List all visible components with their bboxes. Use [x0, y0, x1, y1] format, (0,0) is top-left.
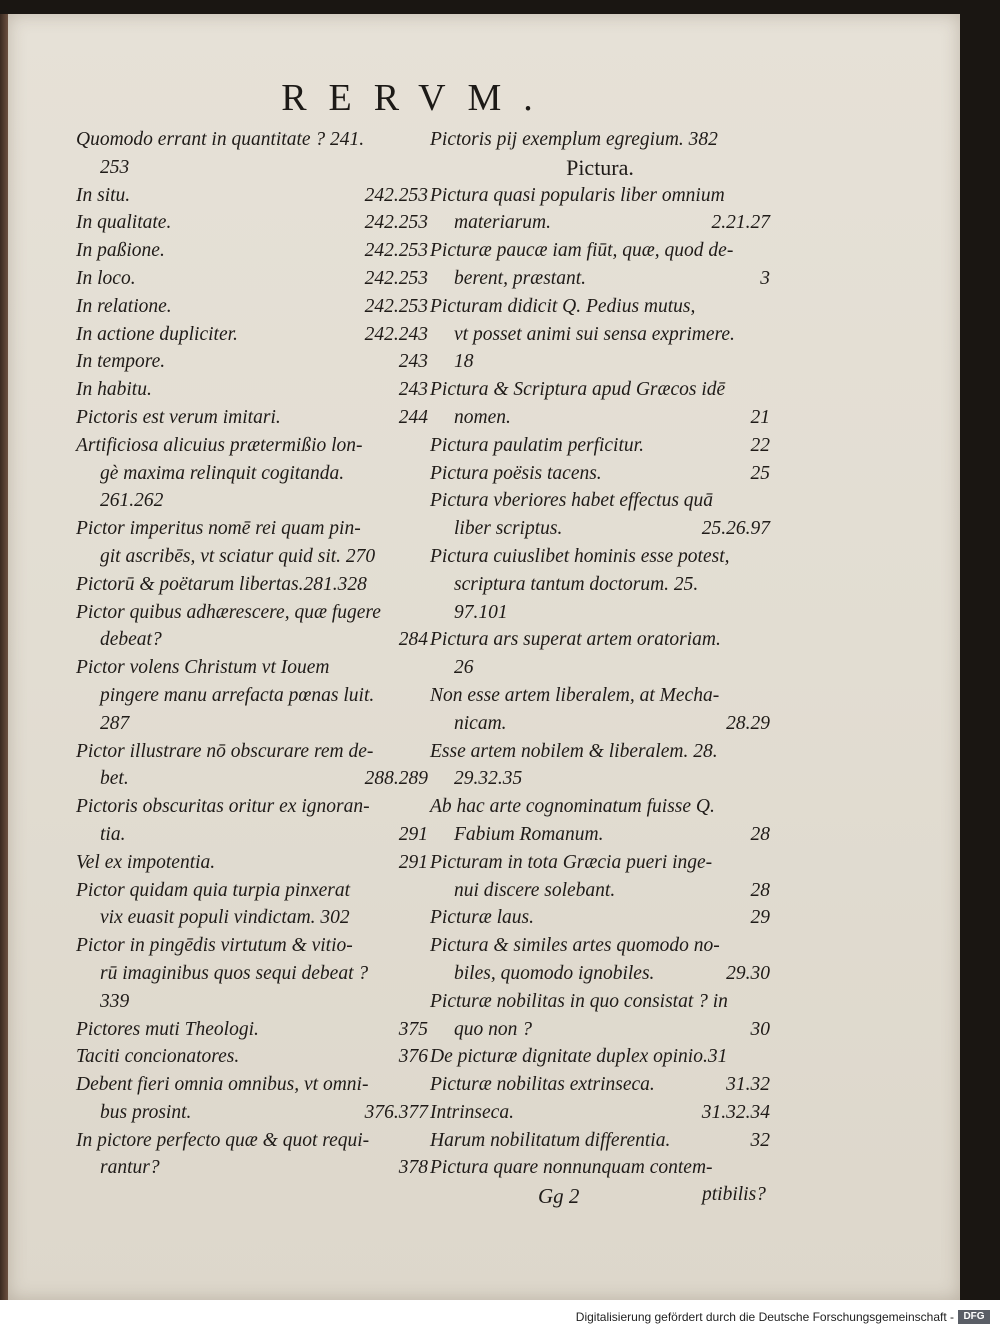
- index-entry-line: Non esse artem liberalem, at Mecha-: [430, 684, 720, 706]
- index-entry-line: Pictura paulatim perficitur.: [430, 434, 644, 456]
- index-entry-line: nomen.: [454, 406, 511, 428]
- index-entry-line: rū imaginibus quos sequi debeat ?: [100, 962, 369, 984]
- index-entry-line: Esse artem nobilem & liberalem. 28.: [430, 740, 718, 762]
- index-entry-line: Pictor quidam quia turpia pinxerat: [76, 879, 351, 901]
- index-entry: [76, 376, 428, 404]
- index-entry-line: liber scriptus.: [454, 518, 563, 540]
- page-reference: 242.253: [364, 295, 428, 317]
- page-reference: 376.377: [364, 1101, 428, 1123]
- index-entry: [76, 293, 428, 321]
- index-entry-line: In tempore.: [76, 351, 166, 373]
- index-entry-line: Vel ex impotentia.: [76, 851, 216, 873]
- index-entry-line: Quomodo errant in quantitate ? 241.: [76, 129, 365, 150]
- index-entry-line: Harum nobilitatum differentia.: [430, 1129, 671, 1151]
- page-reference: 242.253: [364, 184, 428, 206]
- index-entry: [76, 1043, 428, 1071]
- page-reference: 22: [750, 434, 770, 456]
- page-reference: 25.26.97: [701, 518, 770, 540]
- page-reference: 29: [750, 907, 770, 929]
- index-entry-line: bus prosint.: [100, 1101, 192, 1123]
- index-entry: [76, 1071, 428, 1127]
- index-entry-line: Pictura vberiores habet effectus quā: [430, 490, 714, 512]
- index-entry: [76, 321, 428, 349]
- index-entry-line: quo non ?: [454, 1018, 532, 1040]
- index-entry-line: Pictura cuiuslibet hominis esse potest,: [430, 545, 730, 567]
- page-reference: 242.243: [364, 323, 428, 345]
- index-entry-line: 253: [100, 156, 130, 178]
- index-entry-line: In pictore perfecto quæ & quot requi-: [76, 1129, 370, 1151]
- index-entry: [430, 460, 770, 488]
- index-entry: [430, 126, 770, 154]
- page-reference: 31.32.34: [701, 1101, 770, 1123]
- index-entry: [76, 599, 428, 655]
- index-entry-line: 29.32.35: [454, 768, 523, 790]
- index-entry-line: 261.262: [100, 490, 164, 512]
- index-entry: [76, 793, 428, 849]
- index-entry-line: 97.101: [454, 601, 508, 623]
- index-entry: [76, 348, 428, 376]
- page-edge: [0, 14, 8, 1300]
- page-reference: 243: [398, 379, 428, 401]
- index-entry: [430, 293, 770, 376]
- index-entry: [76, 877, 428, 933]
- index-column-left: [76, 126, 428, 1182]
- index-entry: [430, 1127, 770, 1155]
- page-reference: 244: [398, 406, 428, 428]
- scanned-page: [8, 14, 960, 1300]
- page-reference: 284: [398, 629, 428, 651]
- catchword: ptibilis?: [702, 1184, 766, 1205]
- index-entry-line: vix euasit populi vindictam. 302: [100, 907, 350, 929]
- page-reference: 32: [750, 1129, 770, 1151]
- index-entry: [76, 1127, 428, 1183]
- index-entry-line: 287: [100, 712, 130, 734]
- index-entry-line: Picturæ nobilitas in quo consistat ? in: [430, 990, 728, 1012]
- section-title: Pictura.: [566, 154, 634, 180]
- page-reference: 242.253: [364, 267, 428, 289]
- index-entry-line: Pictor illustrare nō obscurare rem de-: [76, 740, 374, 762]
- index-entry-line: Pictura poësis tacens.: [430, 462, 602, 484]
- index-entry: [76, 404, 428, 432]
- index-entry-line: git ascribēs, vt sciatur quid sit. 270: [100, 545, 376, 567]
- index-entry-line: Artificiosa alicuius prætermißio lon-: [76, 434, 363, 456]
- index-entry-line: Pictorū & poëtarum libertas.281.328: [76, 573, 367, 595]
- index-entry: [430, 626, 770, 682]
- page-reference: 30: [750, 1018, 770, 1040]
- index-entry-line: Picturæ laus.: [430, 907, 535, 929]
- index-entry-line: nicam.: [454, 712, 507, 734]
- index-entry: [430, 988, 770, 1044]
- index-entry-line: Intrinseca.: [430, 1101, 514, 1123]
- page-reference: 242.253: [364, 212, 428, 234]
- page-reference: 378: [398, 1157, 428, 1179]
- index-entry: [430, 904, 770, 932]
- index-entry-line: Pictoris pij exemplum egregium. 382: [430, 129, 718, 150]
- index-entry-line: Pictura & Scriptura apud Græcos idē: [430, 379, 726, 401]
- index-entry: [76, 432, 428, 515]
- index-entry-line: berent, præstant.: [454, 267, 586, 289]
- index-entry: [76, 849, 428, 877]
- index-entry: [76, 182, 428, 210]
- dfg-logo-icon: DFG: [958, 1310, 990, 1324]
- page-reference: 2.21.27: [711, 212, 770, 234]
- index-entry: [76, 738, 428, 794]
- page-reference: 291: [398, 851, 428, 873]
- index-entry-line: rantur?: [100, 1157, 160, 1179]
- index-entry-line: biles, quomodo ignobiles.: [454, 962, 655, 984]
- index-entry-line: Picturæ paucæ iam fiūt, quæ, quod de-: [430, 240, 734, 262]
- index-entry-line: Picturam didicit Q. Pedius mutus,: [430, 295, 696, 317]
- page-heading: RERVM.: [281, 77, 555, 119]
- index-entry-line: Picturæ nobilitas extrinseca.: [430, 1074, 655, 1096]
- index-entry: [430, 543, 770, 626]
- index-entry: [430, 1071, 770, 1099]
- index-entry-line: 26: [454, 657, 474, 679]
- page-reference: 3: [760, 267, 770, 289]
- index-entry-line: Pictor imperitus nomē rei quam pin-: [76, 518, 361, 540]
- index-entry-line: In qualitate.: [76, 212, 172, 234]
- index-entry: [76, 1016, 428, 1044]
- page-reference: 242.253: [364, 240, 428, 262]
- page-reference: 288.289: [364, 768, 428, 790]
- page-reference: 243: [398, 351, 428, 373]
- index-entry: [76, 654, 428, 737]
- index-entry-line: bet.: [100, 768, 129, 790]
- index-entry-line: Pictura quasi popularis liber omnium: [430, 184, 725, 206]
- index-entry-line: Pictoris obscuritas oritur ex ignoran-: [76, 796, 370, 818]
- index-entry: [430, 237, 770, 293]
- footer-credit: Digitalisierung gefördert durch die Deutsche Forschungsgemeinschaft -: [575, 1310, 954, 1324]
- index-entry: [76, 209, 428, 237]
- index-entry-line: De picturæ dignitate duplex opinio.31: [430, 1046, 728, 1068]
- index-entry-line: Fabium Romanum.: [454, 823, 604, 845]
- index-entry-line: Pictor quibus adhærescere, quæ fugere: [76, 601, 381, 623]
- page-reference: 31.32: [726, 1074, 770, 1096]
- index-entry-line: tia.: [100, 823, 126, 845]
- index-entry-line: In loco.: [76, 267, 136, 289]
- index-entry-line: Pictura & similes artes quomodo no-: [430, 935, 720, 957]
- page-reference: 29.30: [726, 962, 770, 984]
- index-entry: [430, 376, 770, 432]
- index-entry: [430, 487, 770, 543]
- index-entry: [430, 738, 770, 794]
- index-entry-line: gè maxima relinquit cogitanda.: [100, 462, 345, 484]
- index-entry-line: debeat?: [100, 629, 162, 651]
- page-reference: 28: [750, 823, 770, 845]
- index-entry: [430, 1154, 770, 1182]
- index-entry-line: Picturam in tota Græcia pueri inge-: [430, 851, 713, 873]
- index-entry: [430, 682, 770, 738]
- index-entry: [76, 126, 428, 182]
- index-entry-line: scriptura tantum doctorum. 25.: [454, 573, 699, 595]
- index-entry-line: vt posset animi sui sensa exprimere.: [454, 323, 735, 345]
- page-reference: 376: [398, 1046, 428, 1068]
- index-entry-line: Pictores muti Theologi.: [76, 1018, 259, 1040]
- page-reference: 28: [750, 879, 770, 901]
- index-entry: [76, 265, 428, 293]
- index-entry: [76, 571, 428, 599]
- index-entry: [430, 1043, 770, 1071]
- index-entry-line: pingere manu arrefacta pœnas luit.: [100, 684, 375, 706]
- index-entry-line: 339: [100, 990, 130, 1012]
- index-entry-line: Pictoris est verum imitari.: [76, 406, 281, 428]
- index-entry: [430, 793, 770, 849]
- index-entry: [430, 432, 770, 460]
- page-reference: 28.29: [726, 712, 770, 734]
- page-reference: 291: [398, 823, 428, 845]
- index-entry-line: In situ.: [76, 184, 131, 206]
- index-entry-line: In actione dupliciter.: [76, 323, 238, 345]
- page-reference: 375: [398, 1018, 428, 1040]
- signature-mark: Gg 2: [538, 1184, 580, 1208]
- index-entry-line: In paßione.: [76, 240, 165, 262]
- index-entry: [76, 932, 428, 1015]
- index-entry-line: In habitu.: [76, 379, 152, 401]
- page-reference: 25: [750, 462, 770, 484]
- index-entry: [430, 182, 770, 238]
- index-entry-line: Taciti concionatores.: [76, 1046, 240, 1068]
- index-entry-line: Pictor in pingēdis virtutum & vitio-: [76, 935, 353, 957]
- index-entry-line: Ab hac arte cognominatum fuisse Q.: [430, 796, 715, 818]
- footer-bar: [0, 1300, 1000, 1332]
- index-entry-line: Pictura quare nonnunquam contem-: [430, 1157, 713, 1179]
- page-reference: 21: [750, 406, 770, 428]
- index-entry: [430, 849, 770, 905]
- index-entry: [430, 932, 770, 988]
- index-entry-line: Pictor volens Christum vt Iouem: [76, 657, 330, 679]
- index-entry-line: Debent fieri omnia omnibus, vt omni-: [76, 1074, 369, 1096]
- index-entry: [76, 515, 428, 571]
- index-entry-line: In relatione.: [76, 295, 172, 317]
- index-entry-line: nui discere solebant.: [454, 879, 616, 901]
- index-entry-line: Pictura ars superat artem oratoriam.: [430, 629, 721, 651]
- index-column-right: [430, 126, 770, 1182]
- index-entry: [430, 1099, 770, 1127]
- index-entry: [76, 237, 428, 265]
- index-entry-line: materiarum.: [454, 212, 551, 234]
- index-entry-line: 18: [454, 351, 474, 373]
